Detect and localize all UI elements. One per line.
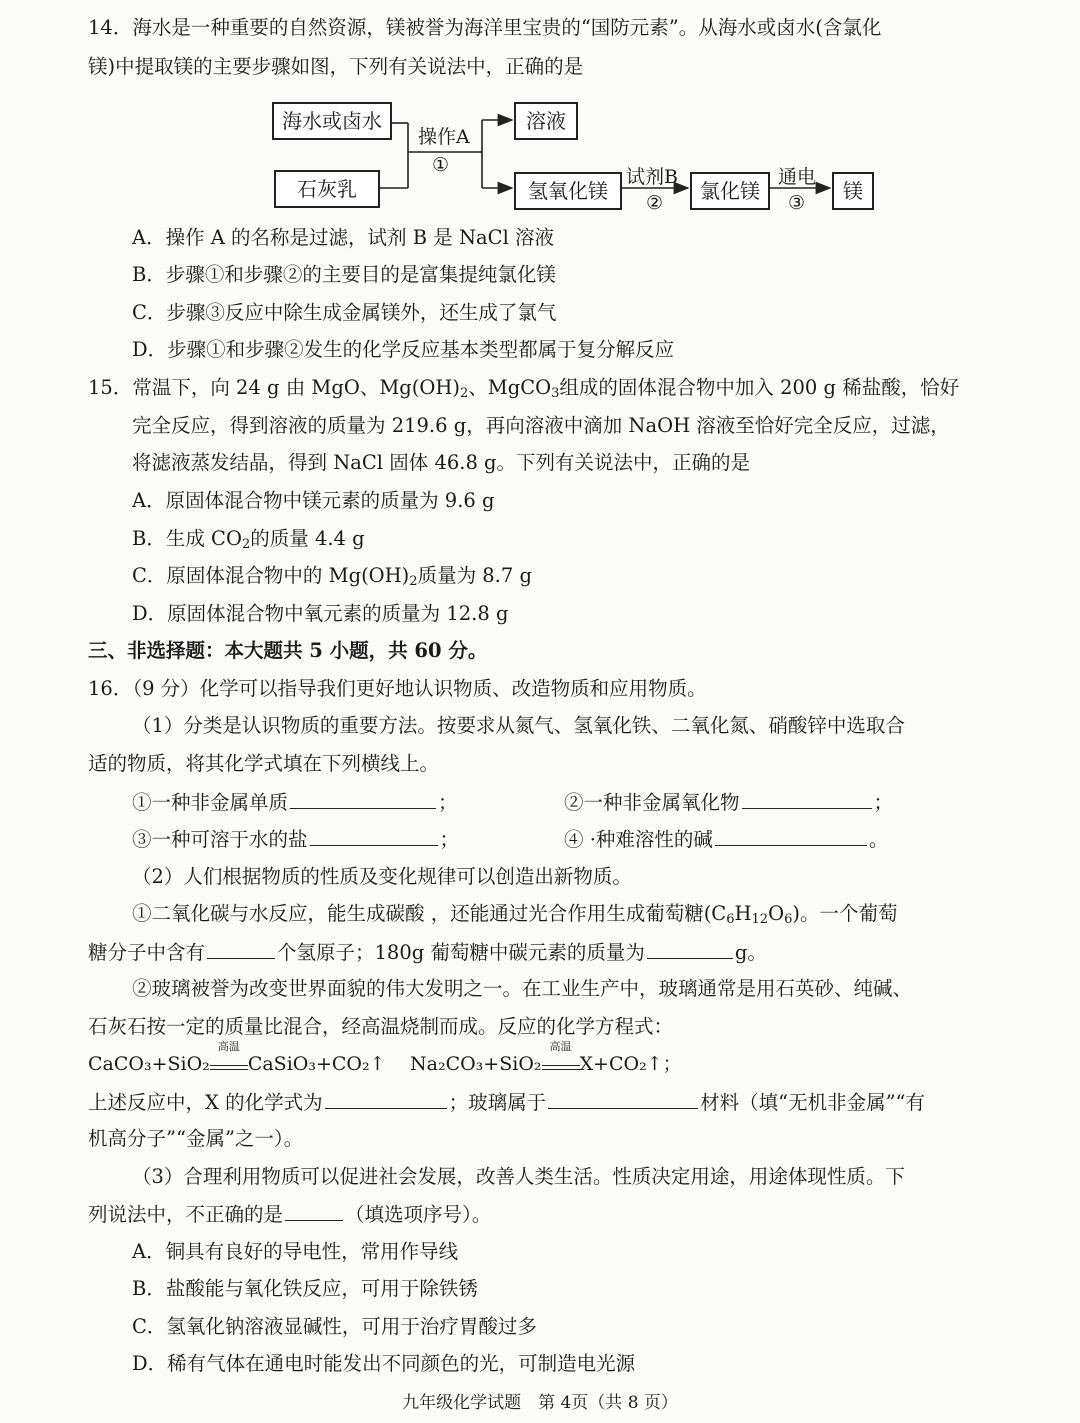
box-seawater: 海水或卤水	[272, 102, 392, 140]
q16-p1-line2: 适的物质，将其化学式填在下列横线上。	[88, 752, 440, 775]
q15-option-d: D．原固体混合物中氧元素的质量为 12.8 g	[132, 602, 509, 625]
q16-fill4: ④ ·种难溶性的碱 。	[564, 825, 888, 854]
q14-option-a: A．操作 A 的名称是过滤，试剂 B 是 NaCl 溶液	[132, 226, 555, 249]
answer-blank-option[interactable]	[285, 1200, 343, 1221]
label-electrify: 通电	[778, 166, 817, 188]
q16-p2-1-line2: 糖分子中含有 个氢原子；180g 葡萄糖中碳元素的质量为 g。	[88, 938, 767, 967]
q14-option-c: C．步骤③反应中除生成金属镁外，还生成了氯气	[132, 301, 557, 324]
box-lime-milk: 石灰乳	[274, 170, 380, 208]
q16-p3-option-a: A．铜具有良好的导电性，常用作导线	[132, 1240, 459, 1263]
label-operation-a: 操作A	[418, 126, 470, 148]
q16-fill1: ①一种非金属单质 ；	[132, 788, 458, 817]
answer-blank-h-atoms[interactable]	[207, 938, 275, 959]
q15-option-a: A．原固体混合物中镁元素的质量为 9.6 g	[132, 489, 495, 512]
label-step3: ③	[788, 192, 806, 214]
equation-na2co3: Na₂CO₃+SiO₂ 高温 X+CO₂↑；	[410, 1040, 682, 1075]
answer-blank-1[interactable]	[290, 788, 436, 809]
answer-blank-4[interactable]	[715, 825, 867, 846]
q16-intro: 16．（9 分）化学可以指导我们更好地认识物质、改造物质和应用物质。	[88, 677, 707, 700]
q16-p3-option-c: C．氢氧化钠溶液显碱性，可用于治疗胃酸过多	[132, 1315, 537, 1338]
q16-p3-line2: 列说法中，不正确的是 （填选项序号）。	[88, 1200, 491, 1229]
q14-option-b: B．步骤①和步骤②的主要目的是富集提纯氯化镁	[132, 263, 556, 286]
q16-fill2: ②一种非金属氧化物 ；	[564, 788, 893, 817]
answer-blank-x-formula[interactable]	[325, 1088, 447, 1109]
q16-fill3: ③一种可溶于水的盐 ；	[132, 825, 459, 854]
q16-p3-option-b: B．盐酸能与氧化铁反应，可用于除铁锈	[132, 1277, 478, 1300]
answer-blank-3[interactable]	[310, 825, 438, 846]
answer-blank-carbon-mass[interactable]	[647, 938, 733, 959]
q15-line3: 将滤液蒸发结晶，得到 NaCl 固体 46.8 g。下列有关说法中，正确的是	[132, 451, 751, 474]
condition-high-temp: 高温	[210, 1053, 248, 1070]
q16-p2-2-line3: 上述反应中，X 的化学式为 ；玻璃属于 材料（填“无机非金属”“有	[88, 1088, 925, 1117]
equation-caco3: CaCO₃+SiO₂ 高温 CaSiO₃+CO₂↑	[88, 1040, 386, 1075]
q14-option-d: D．步骤①和步骤②发生的化学反应基本类型都属于复分解反应	[132, 338, 675, 361]
section3-heading: 三、非选择题：本大题共 5 小题，共 60 分。	[88, 639, 488, 662]
q15-line2: 完全反应，得到溶液的质量为 219.6 g，再向溶液中滴加 NaOH 溶液至恰好完全反应，过滤，	[132, 414, 950, 437]
box-mg-hydroxide: 氢氧化镁	[514, 172, 622, 210]
q16-p1-line1: （1）分类是认识物质的重要方法。按要求从氮气、氢氧化铁、二氧化氮、硝酸锌中选取合	[132, 714, 905, 737]
label-step2: ②	[646, 192, 664, 214]
q16-p2-2-line4: 机高分子”“金属”之一）。	[88, 1127, 304, 1150]
label-step1: ①	[432, 154, 450, 176]
condition-high-temp: 高温	[542, 1053, 580, 1070]
answer-blank-material[interactable]	[548, 1088, 698, 1109]
box-mg-chloride: 氯化镁	[690, 172, 770, 210]
box-solution: 溶液	[514, 102, 578, 140]
answer-blank-2[interactable]	[742, 788, 872, 809]
q15-line1: 15．常温下，向 24 g 由 MgO、$Mg(OH)_2$、MgCO$_3$组成的固体混合物中加入 200 g 稀盐酸，恰好	[88, 376, 960, 401]
q16-p2-intro: （2）人们根据物质的性质及变化规律可以创造出新物质。	[132, 865, 632, 888]
q14-flow-diagram	[268, 92, 888, 220]
box-magnesium: 镁	[832, 172, 874, 210]
q16-p3-option-d: D．稀有气体在通电时能发出不同颜色的光，可制造电光源	[132, 1352, 636, 1375]
q16-p3-line1: （3）合理利用物质可以促进社会发展，改善人类生活。性质决定用途，用途体现性质。下	[132, 1165, 905, 1188]
q14-line1: 14．海水是一种重要的自然资源，镁被誉为海洋里宝贵的“国防元素”。从海水或卤水(含氯化	[88, 16, 882, 39]
q16-p2-1-line1: ①二氧化碳与水反应，能生成碳酸 ，还能通过光合作用生成葡萄糖$(C_6H_{12}O_6)$。一个葡萄	[132, 902, 898, 927]
q15-option-c: C．原固体混合物中的 $Mg(OH)_2$质量为 8.7 g	[132, 564, 532, 589]
q16-p2-2-line2: 石灰石按一定的质量比混合，经高温烧制而成。反应的化学方程式：	[88, 1015, 674, 1038]
q16-p2-2-line1: ②玻璃被誉为改变世界面貌的伟大发明之一。在工业生产中，玻璃通常是用石英砂、纯碱、	[132, 977, 913, 1000]
label-reagent-b: 试剂B	[626, 166, 678, 188]
q14-line2: 镁)中提取镁的主要步骤如图，下列有关说法中，正确的是	[88, 55, 584, 78]
page-footer: 九年级化学试题 第 4页（共 8 页）	[402, 1393, 678, 1413]
q15-option-b: B．生成 $CO_2$的质量 4.4 g	[132, 527, 365, 552]
